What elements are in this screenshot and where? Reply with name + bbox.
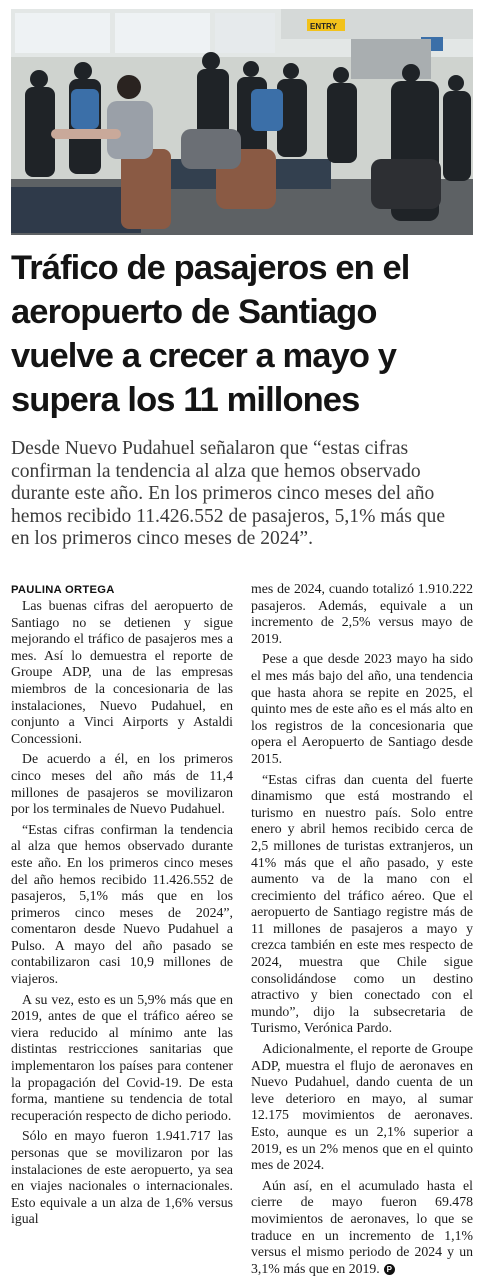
body-paragraph: A su vez, esto es un 5,9% más que en 2019, antes de que el tráfico aéreo se viera reducido al mínimo ante las distintas restricciones sanitarias que implementaron los países para contener la propagación del Covid-19. De esta forma, mantiene su tendencia de total recuperación respecto de dicho periodo. [11,991,233,1123]
body-paragraph: “Estas cifras confirman la tendencia al alza que hemos observado durante este año. En los primeros cinco meses del año hemos recibido 11.426.552 de pasajeros, 5,1% más que en los primeros cinco meses de 2024”, comentaron desde Nuevo Pudahuel a Pulso. A mayo del año pasado se contabilizaron casi 10,9 millones de viajeros. [11,821,233,987]
byline: PAULINA ORTEGA [11,584,115,596]
body-paragraph-continued: mes de 2024, cuando totalizó 1.910.222 pasajeros. Además, equivale a un incremento de 2,5% versus mayo de 2019. [251,581,473,646]
body-paragraph: Sólo en mayo fueron 1.941.717 las personas que se movilizaron por las instalaciones de este aeropuerto, ya sea en viajes nacionales o internacionales. Esto equivale a un alza de 1,6% versus igual [11,1128,233,1227]
body-paragraph: De acuerdo a él, en los primeros cinco meses del año más de 11,4 millones de pasajeros se movilizaron por los terminales de Nuevo Pudahuel. [11,751,233,817]
body-paragraph: “Estas cifras dan cuenta del fuerte dinamismo que está mostrando el turismo en nuestro país. Solo entre enero y abril hemos recibido cerca de 2,5 millones de turistas extranjeros, un 41% más que el año pasado, y este aumento va de la mano con el crecimiento del tráfico aéreo. Que el aeropuerto de Santiago registre más de 11 millones de pasajeros a mayo y crezca también en este mes respecto de 2024, muestra que Chile sigue consolidándose como un destino atractivo y bien conectado con el mundo”, dijo la subsecretaria de Turismo, Verónica Pardo. [251,771,473,1036]
body-paragraph: Pese a que desde 2023 mayo ha sido el mes más bajo del año, una tendencia que hasta ahora se repite en 2025, el quinto mes de este año es el más alto en los registros de la concesionaria que opera el Aeropuerto de Santiago desde 2015. [251,651,473,766]
article-headline [11,246,477,422]
deck-line: hemos recibido 11.426.552 de pasajeros, 5,1% más que [11,505,446,527]
body-paragraph: Adicionalmente, el reporte de Groupe ADP, muestra el flujo de aeronaves en Nuevo Pudahuel, dando cuenta de un leve deterioro en mayo, al sumar 12.175 movimientos de aeronaves. Esto, aunque es un 2,1% superior a 2019, es un 2% menos que en el quinto mes de 2024. [251,1041,473,1173]
body-paragraph: Las buenas cifras del aeropuerto de Santiago no se detienen y sigue mejorando el tráfico de pasajeros mes a mes. Así lo demuestra el reporte de Groupe ADP, una de las empresas miembros de la concesionaria de las instalaciones, Nuevo Pudahuel, en conjunto a Vinci Airports y Astaldi Concessioni. [11,598,233,746]
end-of-article-icon: P [384,1264,395,1275]
article-deck [11,438,477,551]
entry-sign-text: ENTRY [310,22,337,31]
last-paragraph-text: Aún así, en el acumulado hasta el cierre de mayo fueron 69.478 movimientos de aeronaves, lo que se traduce en un incremento de 1,1% versus el mismo periodo de 2024 y un 3,1% más que en 2019. [251,1177,473,1276]
headline-line: Tráfico de pasajeros en el [11,249,410,287]
headline-line: aeropuerto de Santiago [11,293,377,331]
article-column-right [251,581,473,1281]
airport-terminal-illustration [11,9,473,235]
article-column-left [11,583,233,1232]
headline-line: vuelve a crecer a mayo y [11,337,397,375]
news-photo-airport-crowd [11,9,473,235]
body-paragraph-last [251,1178,473,1278]
deck-line: Desde Nuevo Pudahuel señalaron que “estas cifras [11,438,409,459]
deck-line: en los primeros cinco meses de 2024”. [11,528,313,549]
deck-line: confirman la tendencia al alza que hemos observado [11,460,421,482]
headline-line: supera los 11 millones [11,381,360,419]
deck-line: durante este año. En los primeros cinco meses del año [11,483,435,504]
